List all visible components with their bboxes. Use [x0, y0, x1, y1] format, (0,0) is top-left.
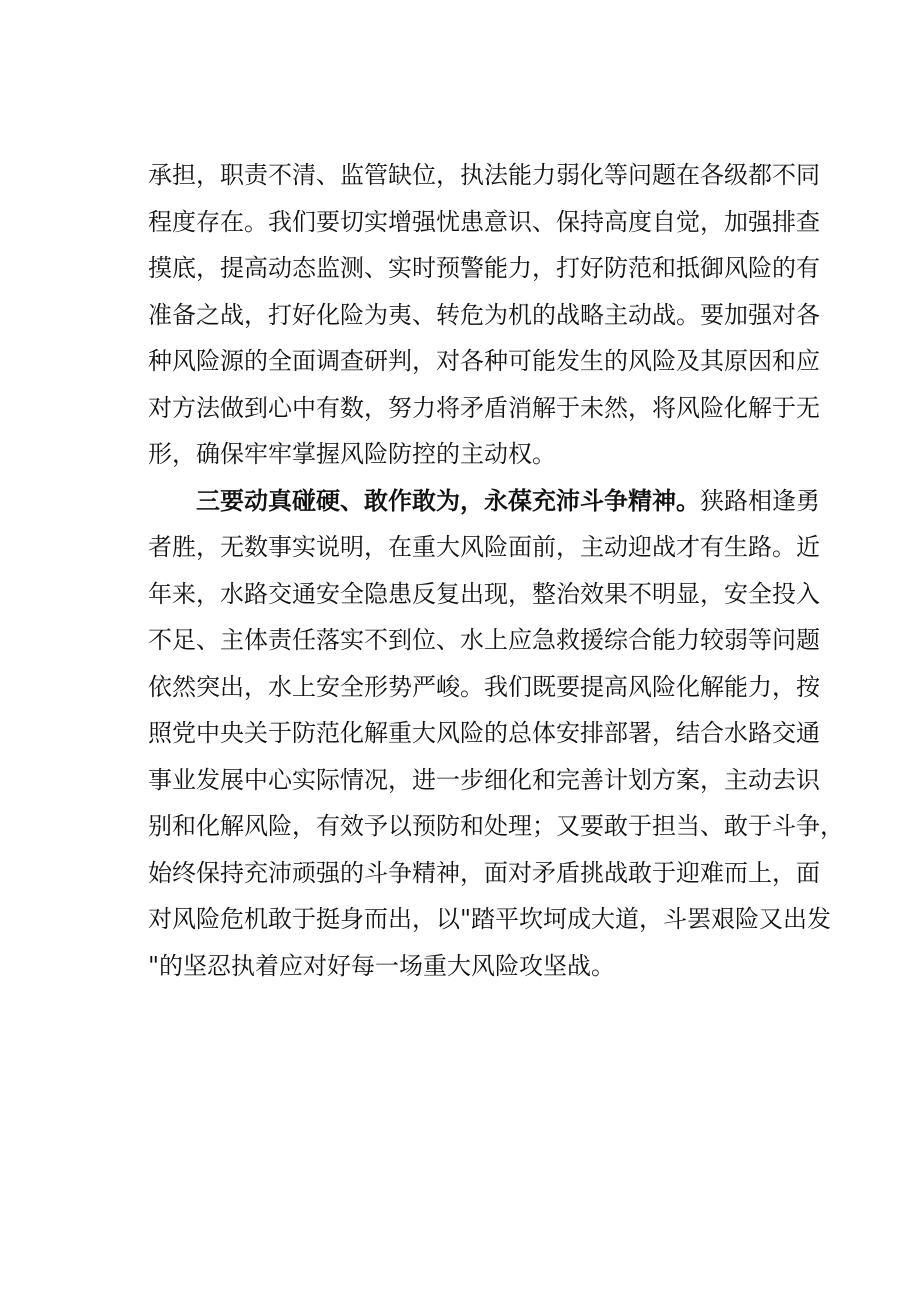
paragraph-2-line-1 — [148, 478, 820, 525]
paragraph-1-line-5: 种风险源的全面调查研判，对各种可能发生的风险及其原因和应 — [148, 347, 820, 375]
paragraph-1 — [148, 152, 820, 478]
paragraph-1-line-4: 准备之战，打好化险为夷、转危为机的战略主动战。要加强对各 — [148, 300, 820, 329]
paragraph-2-line-5: 依然突出，水上安全形势严峻。我们既要提高风险化解能力，按 — [148, 672, 820, 701]
paragraph-2-line-3: 年来，水路交通安全隐患反复出现，整治效果不明显，安全投入 — [148, 579, 820, 608]
document-body — [148, 152, 844, 989]
paragraph-2-line-10: 对风险危机敢于挺身而出，以"踏平坎坷成大道，斗罢艰险又出发 — [148, 905, 832, 933]
paragraph-2-heading: 三要动真碰硬、敢作敢为，永葆充沛斗争精神。 — [196, 485, 700, 515]
paragraph-2-line-1-rest: 狭路相逢勇 — [700, 486, 820, 515]
paragraph-2-line-4: 不足、主体责任落实不到位、水上应急救援综合能力较弱等问题 — [148, 626, 820, 654]
paragraph-2-line-11: "的坚忍执着应对好每一场重大风险攻坚战。 — [148, 951, 616, 980]
paragraph-2 — [148, 478, 844, 990]
paragraph-1-line-7: 形，确保牢牢掌握风险防控的主动权。 — [148, 440, 556, 468]
paragraph-2-line-8: 别和化解风险，有效予以预防和处理；又要敢于担当、敢于斗争， — [148, 812, 844, 840]
paragraph-2-line-6: 照党中央关于防范化解重大风险的总体安排部署，结合水路交通 — [148, 719, 820, 747]
paragraph-1-line-6: 对方法做到心中有数，努力将矛盾消解于未然，将风险化解于无 — [148, 393, 820, 422]
paragraph-2-line-9: 始终保持充沛顽强的斗争精神，面对矛盾挑战敢于迎难而上，面 — [148, 858, 820, 887]
paragraph-1-line-1: 承担，职责不清、监管缺位，执法能力弱化等问题在各级都不同 — [148, 161, 820, 189]
paragraph-2-line-7: 事业发展中心实际情况，进一步细化和完善计划方案，主动去识 — [148, 765, 820, 794]
paragraph-2-line-2: 者胜，无数事实说明，在重大风险面前，主动迎战才有生路。近 — [148, 533, 820, 561]
paragraph-1-line-3: 摸底，提高动态监测、实时预警能力，打好防范和抵御风险的有 — [148, 254, 820, 282]
paragraph-1-line-2: 程度存在。我们要切实增强忧患意识、保持高度自觉，加强排查 — [148, 207, 820, 236]
